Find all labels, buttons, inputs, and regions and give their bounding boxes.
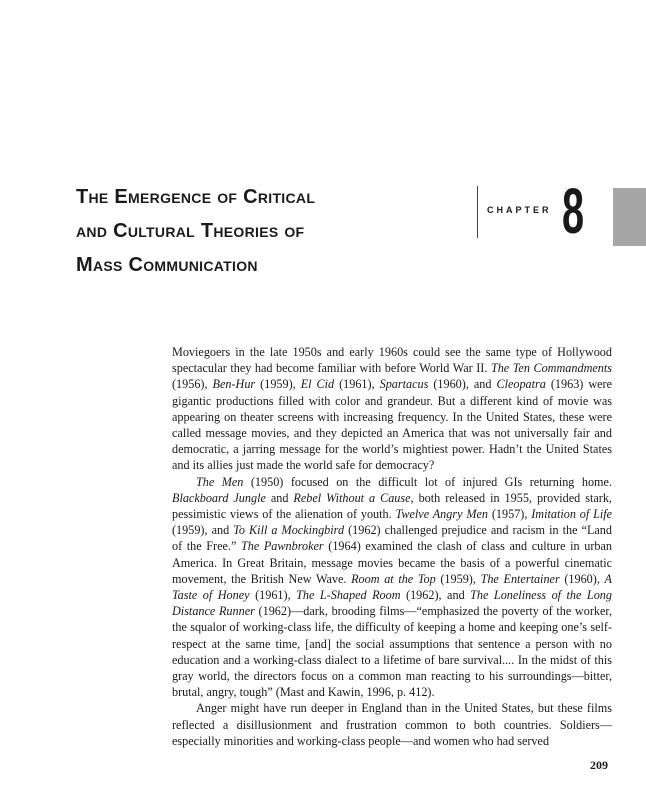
- film-title: Spartacus: [379, 377, 429, 392]
- chapter-label: CHAPTER: [487, 205, 552, 215]
- text-run: (1964) examined the clash of class and culture in urban America. In Great Britain, message movies became the basis of a powerful cinematic movement, the British New Wave.: [172, 539, 612, 586]
- text-run: Anger might have run deeper in England than in the United States, but these films reflected a disillusionment and frustration common to both countries. Soldiers—especially minorities and working-class people—and women who had served: [172, 701, 612, 748]
- film-title: Blackboard Jungle: [172, 490, 266, 505]
- text-run: (1961),: [334, 377, 380, 392]
- text-run: (1960), and: [428, 377, 497, 392]
- film-title: Twelve Angry Men: [395, 507, 489, 522]
- text-run: (1962), and: [400, 588, 471, 603]
- film-title: The Entertainer: [480, 571, 560, 586]
- chapter-title-line-3: Mass Communication: [76, 254, 258, 276]
- chapter-divider-rule: [477, 186, 478, 238]
- text-run: (1956),: [172, 377, 213, 392]
- film-title: The L-Shaped Room: [296, 588, 401, 603]
- film-title: Imitation of Life: [531, 507, 613, 522]
- film-title: The Loneliness of the Long Distance Runner: [172, 588, 612, 619]
- text-run: and: [265, 490, 294, 505]
- film-title: The Ten Commandments: [490, 361, 613, 376]
- text-run: (1961),: [249, 588, 297, 603]
- film-title: El Cid: [300, 377, 335, 392]
- chapter-title-line-1: The Emergence of Critical: [76, 186, 316, 208]
- text-run: (1959),: [435, 571, 481, 586]
- text-run: (1950) focused on the difficult lot of injured GIs returning home.: [243, 474, 612, 489]
- page-number: 209: [590, 758, 608, 772]
- text-run: (1962)—dark, brooding films—“emphasized the poverty of the worker, the squalor of working-class life, the difficulty of keeping a home and keeping one’s self-respect at the same time, [and] the social assumptions that sentence a person with no education and a working-class dialect to a lifetime of bare survival.... In the midst of this gray world, the directors focus on a common man reacting to his surroundings—bitter, brutal, angry, tough” (Mast and Kawin, 1996, p. 412).: [172, 604, 612, 700]
- film-title: Cleopatra: [496, 377, 546, 392]
- film-title: Ben-Hur: [212, 377, 256, 392]
- text-run: (1960),: [559, 571, 605, 586]
- chapter-title: [76, 180, 466, 282]
- film-title: Room at the Top: [351, 571, 436, 586]
- text-run: (1959),: [255, 377, 301, 392]
- paragraph-2: [172, 474, 612, 701]
- film-title: To Kill a Mockingbird: [233, 523, 345, 538]
- text-run: (1962) challenged prejudice and racism in the “Land of the Free.”: [172, 523, 612, 554]
- chapter-title-line-2: and Cultural Theories of: [76, 220, 305, 242]
- paragraph-3: [172, 700, 612, 749]
- paragraph-1: [172, 344, 612, 474]
- chapter-thumb-tab: [613, 188, 646, 246]
- text-run: (1963) were gigantic productions filled with color and grandeur. But a different kind of movie was appearing on theater screens with increasing frequency. In the United States, these were called message movies, and they depicted an America that was not universally fair and democratic, a jarring message for the world’s mightiest power. Hadn’t the United States and its allies just made the world safe for democracy?: [172, 377, 613, 473]
- chapter-number: 8: [562, 175, 585, 247]
- body-text: [172, 344, 612, 749]
- film-title: The Men: [196, 474, 244, 489]
- film-title: Rebel Without a Cause,: [293, 490, 414, 505]
- text-run: (1959), and: [172, 523, 234, 538]
- text-run: both released in 1955, provided stark, pessimistic views of the alienation of youth.: [172, 490, 612, 522]
- film-title: The Pawnbroker: [240, 539, 324, 554]
- text-run: (1957),: [488, 507, 532, 522]
- film-title: A Taste of Honey: [172, 571, 612, 603]
- text-run: Moviegoers in the late 1950s and early 1960s could see the same type of Hollywood spectacular they had become familiar with before World War II.: [172, 345, 612, 376]
